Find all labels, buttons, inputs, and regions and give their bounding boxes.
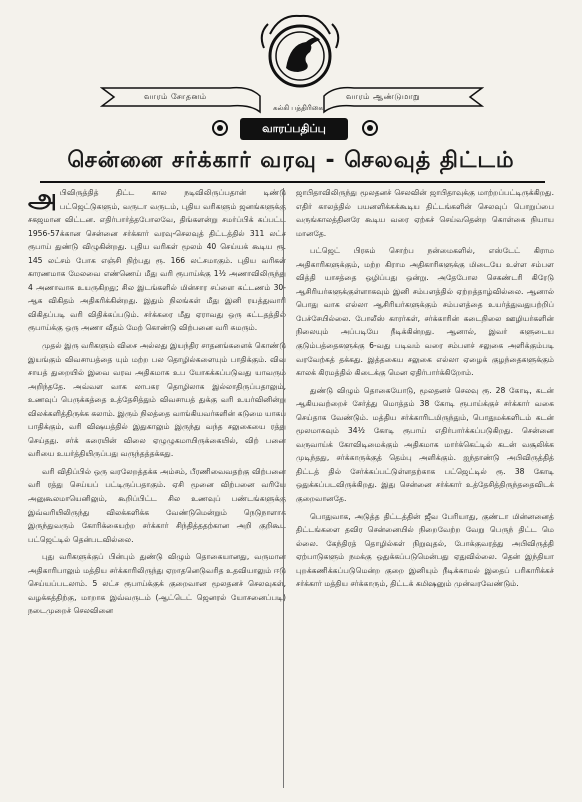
paragraph: வரி விதிப்பில் ஒரு வரலேறத்தக்க அம்சம், பீரணிவைவதற்கு விற்பனை வரி ரத்து செய்யப் பட்டிருப்பதாகும். ஏசி மூனை விற்பனை வரியே அனுகூலமாயெனிலும், கூறிப்பிட்ட சில உணவுப் பண்டங்களுக்கு இவ்வரியிலிருந்து விலக்களிக்க வேண்டுமென்றும் நெடுநாளாக இருந்துவரும் கோரிக்கையற்ற சர்க்கார் சிந்தித்ததற்கான அறி குறிகூட பட்ஜெட்டில் தென்படவில்லை. xyxy=(28,466,286,544)
section-label: வாரப்பதிப்பு xyxy=(240,118,348,140)
paragraph: துண்டு விழும் தொகையோடு, மூலதனச் செலவு ரூ. 28 கோடி, கடன் ஆகியவற்றைச் சேர்த்து மொத்தம் 38 கோடி ரூபாய்க்குச் சர்க்கார் வகை செய்தாக வேண்டும். மத்திய சர்க்காரிடமிருந்தும், பொதுமக்களிடம் கடன் மூலமாகவும் 34½ கோடி ரூபாய் எதிர்பார்க்கப்படுகிறது. சென்னை வருவாய்க் கோவிடிமைக்கும் அதிகமாக மார்க்கெட்டில் கடன் வசூலிக்க முடிந்தது, சர்க்காருக்குத் தெம்பு அளிக்கும். ஐந்தாண்டு அபிவிருத்தித் திட்டத் தில் சேர்க்கப்பட்டுள்ளதற்காக பட்ஜெட்டில் ரூ. 38 கோடி ஒதுக்கப்படவிருக்கிறது. இது சென்னை சர்க்கார் உத்தேசித்திருந்ததைவிடக் குறைவானதே. xyxy=(296,385,554,504)
emblem-caption: கல்கி பத்திரிகை xyxy=(273,104,323,112)
paragraph: பொதுவாக, அடுத்த திட்டத்தின் ஜீவ பேரியாது, குண்டா மின்னனைத் திட்டங்களை தவிர சென்னையில் நிறைவேற்ற வேறு பெருந் திட்ட மெ ல்லை. கேந்திரத் தொழில்கள் நிறுவுதல், போக்குவரத்து அபிவிருத்தி ஏற்பாடுகளும் நமக்கு ஒதுக்கப்படுமென்பது ஏதுவில்லை. தென் இந்தியா புறக்கணிக்கப்படுமென்ற குறை இனியும் நீடிக்காமல் இதைப் பரிகாரிக்கச் சர்க்கார் மத்திய சர்க்காரும், திட்டக் கமிஷனும் முன்வரவேண்டும். xyxy=(296,511,554,589)
left-column xyxy=(28,186,286,622)
right-column xyxy=(296,186,554,595)
banner-right-text: வாரம் ஆண்டுமாறு xyxy=(346,92,421,101)
title-divider xyxy=(40,181,545,183)
banner-left-text: வாரம் சோதனம் xyxy=(144,92,207,101)
paragraph: ஜாபிதாவிலிருந்து மூலதனச் செலவின் ஜாபிதாவுக்கு மாற்றப்பட்டிருக்கிறது. எதிர் காலத்தில் பயனளிக்கக்கூடிய திட்டங்களின் செலவுப் பொறுப்பை வருங்காலத்தினரே கூடிய வரை ஏற்கச் செய்வதென்ற கொள்கை நியாய மானதே. xyxy=(296,188,554,238)
paragraph: புது வரிகளுக்குப் பின்பும் துண்டு விழும் தொகையானது, வருமான அதிகாரிபாலும் மத்திய சர்க்காரிலிருந்து ஏறாதனெடுவரித உதவியாலும் ஈடு செய்யப்படலாம். 5 லட்ச ரூபாய்க்குக் குறைவான மூலதனச் செலவுகள், வழக்கத்திற்கு, மாறாக இவ்வருடம் (ஆட்டெட் ஜெனரல் யோசனைப்படி) நடைமுறைச் செலவினை xyxy=(28,552,286,616)
paragraph: முதல் இரு வரிகளும் விசை அல்லது இயந்திர சாதனங்களைக் கொண்டு இயங்கும் விவசாயத்தை யும் மற்ற பல தொழில்களையும் பாதிக்கும். விவ சாயத் துறையில் இவை வரவ அதிகமாக உப யோகக்கப்படுவது யாவரும் அறிந்ததே. அவ்வள வாக லாபகர தொழிலாக இல்லாதிருப்பதாலும், உணவுப் பெருக்கத்தை உத்தேசித்தும் விவசாயத் துக்கு வரி உயர்வினின்று விலக்களித்திருக்க கலாம். இரும் நிலத்தை வாங்கியவர்களின் கடுமை யாகப் பாதிக்கும், வரி விஷயத்தில் இதுகாலும் இருந்து வந்த சலுகையை ரத்து செய்தது. சர்க் கரையின் விலை ஏழுழுகமாயிருக்கையில், விற் பனை வரியை உயர்த்தியிருப்பது வருந்தத்தக்கது. xyxy=(28,341,286,459)
masthead xyxy=(100,4,484,144)
article-title: சென்னை சர்க்கார் வரவு - செலவுத் திட்டம் xyxy=(67,148,515,173)
drop-cap: அ xyxy=(28,184,57,214)
paragraph xyxy=(28,186,286,335)
column-divider xyxy=(283,188,284,788)
ornament-right-icon xyxy=(362,120,378,136)
paragraph: பட்ஜெட் பிரசும் சொற்ப நன்மைகளில், எஸ்டேட் கிராம அதிகாரிகளுக்கும், மற்ற கிராம அதிகாரிகளுக்கு மிடையே உள்ள சம்பள வித்தி யாசத்தை ஒழிப்பது ஒன்று. அதேபோல செகண்டரி கிரேடு ஆசிரியர்களுக்குள்ளாகவும் இனி சம்பளத்தில் ஏற்றத்தாழ்வில்லை. ஆனால் பொது வாக எல்லா ஆசிரியர்களுக்கும் சம்பளத்தை உயர்த்துவதுபற்றிப் பேச்சேயில்லை. போலீஸ் காரர்கள், சர்க்காரின் கடைநிலை ஊழியர்களின் நிலையும் அப்படியே நீடிக்கின்றது. ஆனால், இவர் களுடைய குடும்பத்தைகளுக்கு 6-வது படிவம் வரை சம்பளச் சலுகை அளிக்கும்படி வரவேற்கத் தக்கது. இத்தகைய சலுகை எல்லா ஏழைக் குழந்தைகளுக்கும் காலக் கிரமத்தில் கிடைக்கு மென ஏதிர்பார்க்கிறோம். xyxy=(296,246,554,378)
ornament-left-icon xyxy=(212,120,228,136)
paragraph-text: பிவிருத்தித் திட்ட கால நடிவிலிருப்பதான் டிண்டு பட்ஜெட்டுகளும், வருடா வருடம், புதிய வரிகளும் ஜனங்களுக்கு சகஜமான விட்டன. எதிர்பார்த்தபோலவே, திங்களன்று சமர்ப்பிக் கப்பட்ட 1956-57க்கான சென்னை சர்க்கார் வரவு-செலவுத் திட்டத்தில் 311 லட்ச ரூபாய் துண்டு விழுகின்றது. புதிய வரிகள் மூலம் 40 செய்யக் கூடிய ரூ. 145 லட்சம் போக எஞ்சி நிற்பது ரூ. 166 லட்சமாகும். புதிய வரிகள் காரணமாக மேலவை எண்ணெய் மீது வரி ரூபாய்க்கு 1½ அணாவிலிருந்து 4 அணாவாக உயருகிறது; சில இடங்களில் மின்சார சப்ளை கட்டணம் 30-ஆக விகிதம் அதிகரிக்கின்றது. இதும் நிலங்கள் மீது இனி ரயத்துவாரி விகிதப்படி வரி விதிக்கப்படும். சர்க்கரை மீது ஏராவது ஒரு கட்டதத்தில் ரூபாய்க்கு ஒரு அணா வீதம் மேற் கொண்டு விற்பனை வரி சுமரும். xyxy=(28,188,286,333)
